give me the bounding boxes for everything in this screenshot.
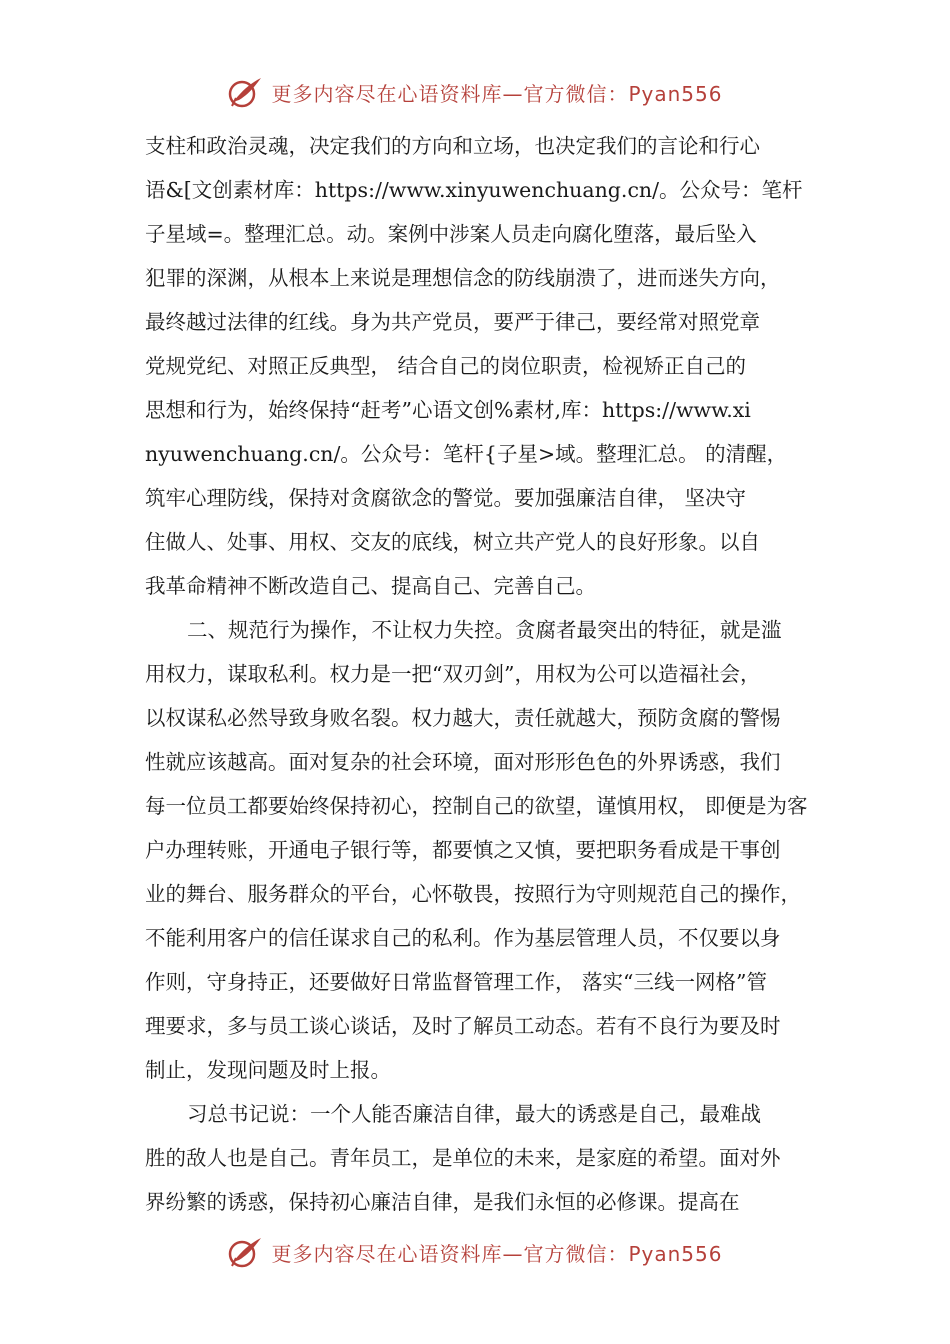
body-line: 每一位员工都要始终保持初心，控制自己的欲望，谨慎用权， 即便是为客 xyxy=(145,794,808,818)
body-line: 最终越过法律的红线。身为共产党员，要严于律己，要经常对照党章 xyxy=(145,310,760,334)
body-line: 我革命精神不断改造自己、提高自己、完善自己。 xyxy=(145,574,596,598)
body-line: 子星域=。整理汇总。动。案例中涉案人员走向腐化堕落，最后坠入 xyxy=(145,222,757,246)
body-line: 筑牢心理防线，保持对贪腐欲念的警觉。要加强廉洁自律， 坚决守 xyxy=(145,486,747,510)
header-banner-text: 更多内容尽在心语资料库—官方微信：Pyan556 xyxy=(271,81,723,106)
body-line: 界纷繁的诱惑，保持初心廉洁自律，是我们永恒的必修课。提高在 xyxy=(145,1190,740,1214)
body-line: 以权谋私必然导致身败名裂。权力越大，责任就越大，预防贪腐的警惕 xyxy=(145,706,781,730)
body-line: 语&[文创素材库：https://www.xinyuwenchuang.cn/。公众号：笔杆 xyxy=(145,178,803,202)
body-line: nyuwenchuang.cn/。公众号：笔杆{子星>域。整理汇总。 的清醒， xyxy=(145,442,788,466)
body-line: 不能利用客户的信任谋求自己的私利。作为基层管理人员，不仅要以身 xyxy=(145,926,781,950)
body-line: 犯罪的深渊，从根本上来说是理想信念的防线崩溃了，进而迷失方向， xyxy=(145,266,781,290)
body-line: 支柱和政治灵魂，决定我们的方向和立场，也决定我们的言论和行心 xyxy=(145,134,760,158)
header-banner xyxy=(0,72,950,112)
body-line: 用权力，谋取私利。权力是一把“双刃剑”，用权为公可以造福社会， xyxy=(145,662,761,686)
body-line: 户办理转账，开通电子银行等，都要慎之又慎，要把职务看成是干事创 xyxy=(145,838,781,862)
body-line: 党规党纪、对照正反典型， 结合自己的岗位职责，检视矫正自己的 xyxy=(145,354,747,378)
body-line: 理要求，多与员工谈心谈话，及时了解员工动态。若有不良行为要及时 xyxy=(145,1014,781,1038)
footer-banner-text: 更多内容尽在心语资料库—官方微信：Pyan556 xyxy=(271,1241,723,1266)
paragraph-start-line: 二、规范行为操作，不让权力失控。贪腐者最突出的特征，就是滥 xyxy=(187,618,782,642)
paragraph-start-line: 习总书记说：一个人能否廉洁自律，最大的诱惑是自己，最难战 xyxy=(187,1102,761,1126)
body-line: 思想和行为，始终保持“赶考”心语文创%素材,库：https://www.xi xyxy=(145,398,751,422)
body-line: 作则，守身持正，还要做好日常监督管理工作， 落实“三线一网格”管 xyxy=(145,970,767,994)
body-line: 制止，发现问题及时上报。 xyxy=(145,1058,391,1082)
quill-logo-icon xyxy=(227,76,265,108)
body-line: 性就应该越高。面对复杂的社会环境，面对形形色色的外界诱惑，我们 xyxy=(145,750,781,774)
body-line: 胜的敌人也是自己。青年员工，是单位的未来，是家庭的希望。面对外 xyxy=(145,1146,781,1170)
body-line: 住做人、处事、用权、交友的底线，树立共产党人的良好形象。以自 xyxy=(145,530,760,554)
document-body xyxy=(145,124,825,1224)
footer-banner xyxy=(0,1232,950,1272)
quill-logo-icon xyxy=(227,1236,265,1268)
body-line: 业的舞台、服务群众的平台，心怀敬畏，按照行为守则规范自己的操作， xyxy=(145,882,801,906)
